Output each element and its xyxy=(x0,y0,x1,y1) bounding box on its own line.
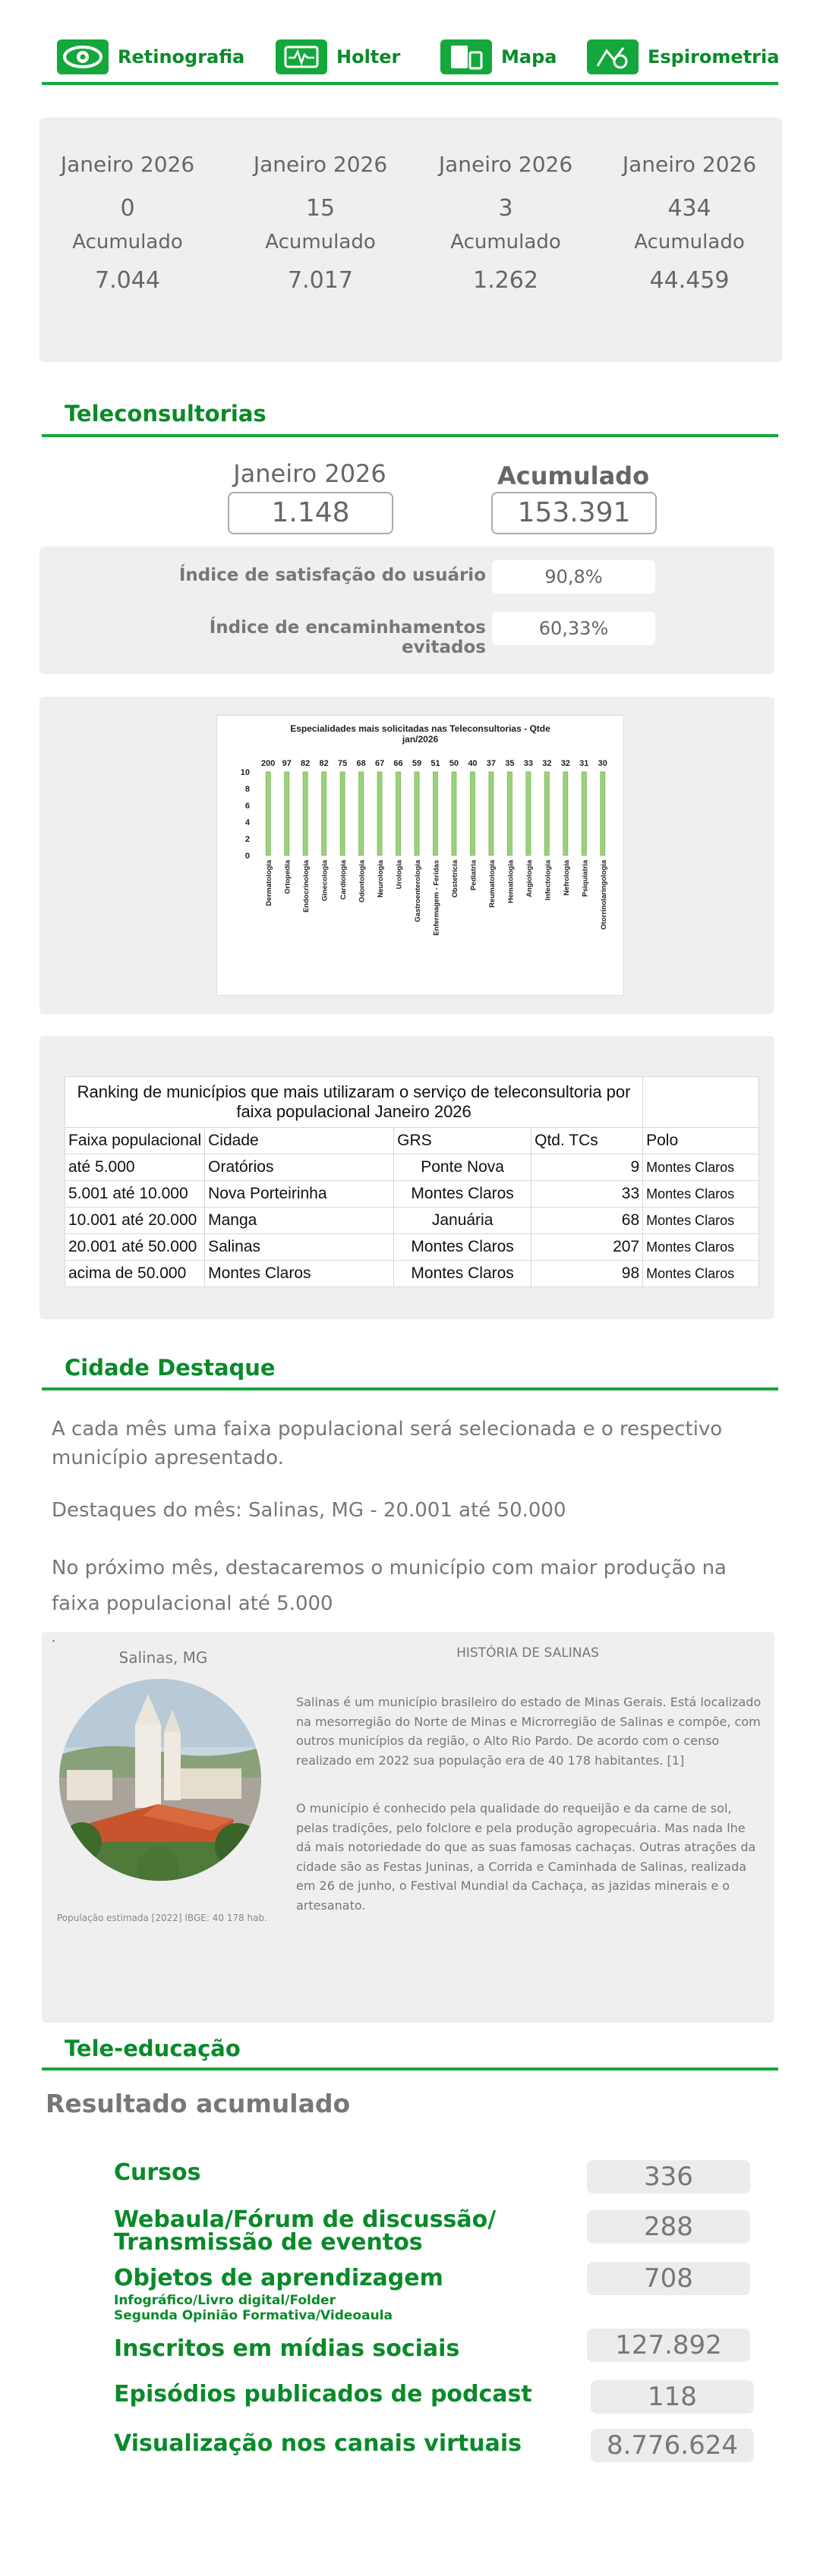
table-cell: Januária xyxy=(394,1208,531,1234)
category-label: Endocrinologia xyxy=(302,860,311,913)
chart-plot xyxy=(217,746,623,997)
data-label: 82 xyxy=(319,759,329,768)
data-label: 75 xyxy=(338,759,348,768)
table-cell: Montes Claros xyxy=(643,1261,759,1287)
table-cell: Montes Claros xyxy=(205,1261,394,1287)
chart-bar xyxy=(489,772,494,855)
table-cell: acima de 50.000 xyxy=(65,1261,205,1287)
cidade-highlight: Destaques do mês: Salinas, MG - 20.001 até 50.000 xyxy=(52,1499,566,1522)
service-label: Holter xyxy=(336,46,401,68)
data-label: 68 xyxy=(356,759,366,768)
views-label: Visualização nos canais virtuais xyxy=(114,2430,522,2457)
stat-acc-value: 7.017 xyxy=(288,267,353,294)
stat-period: Janeiro 2026 xyxy=(253,152,388,177)
stat-acc-label: Acumulado xyxy=(450,231,561,254)
chart-bar xyxy=(452,772,456,855)
y-tick-label: 8 xyxy=(244,785,250,794)
y-tick-label: 6 xyxy=(244,801,250,811)
inscritos-label: Inscritos em mídias sociais xyxy=(114,2335,460,2362)
table-cell: Oratórios xyxy=(205,1154,394,1181)
stat-mapa xyxy=(415,152,597,294)
y-tick-label: 2 xyxy=(244,835,250,844)
table-cell: 9 xyxy=(531,1154,643,1181)
podcast-value: 118 xyxy=(591,2380,754,2414)
table-cell: Montes Claros xyxy=(394,1234,531,1261)
table-cell: Montes Claros xyxy=(643,1234,759,1261)
satisfaction-value: 90,8% xyxy=(492,560,655,594)
tc-period-value: 1.148 xyxy=(228,492,393,534)
podcast-label: Episódios publicados de podcast xyxy=(114,2381,532,2408)
teleconsultorias-divider xyxy=(42,434,778,437)
category-label: Cardiologia xyxy=(339,860,348,900)
table-cell: Ponte Nova xyxy=(394,1154,531,1181)
objetos-value: 708 xyxy=(587,2262,750,2295)
stat-acc-label: Acumulado xyxy=(634,231,745,254)
device-icon xyxy=(440,39,492,74)
lungs-icon xyxy=(587,39,639,74)
avoided-value: 60,33% xyxy=(492,612,655,645)
category-label: Enfermagem - Feridas xyxy=(432,860,441,936)
webaula-label xyxy=(114,2206,497,2256)
table-cell: Montes Claros xyxy=(394,1181,531,1208)
webaula-value: 288 xyxy=(587,2210,750,2244)
tc-period-label: Janeiro 2026 xyxy=(233,459,386,488)
chart-bar xyxy=(322,772,326,855)
data-label: 97 xyxy=(282,759,292,768)
data-label: 51 xyxy=(430,759,440,768)
service-label: Espirometria xyxy=(648,46,780,68)
category-label: Otorrinolaringologia xyxy=(599,860,608,930)
eye-icon xyxy=(57,39,109,74)
chart-bar xyxy=(359,772,364,855)
views-value: 8.776.624 xyxy=(591,2429,754,2462)
category-label: Infectologia xyxy=(544,860,553,901)
table-row xyxy=(65,1181,759,1208)
stat-month-value: 434 xyxy=(667,195,711,222)
city-card-dot: . xyxy=(52,1630,56,1645)
category-label: Odontologia xyxy=(358,860,367,902)
stat-espirometria xyxy=(598,152,781,294)
category-label: Hematologia xyxy=(506,860,516,904)
cidade-next-line2: faixa populacional até 5.000 xyxy=(52,1592,333,1615)
table-cell: 68 xyxy=(531,1208,643,1234)
header-cell: Polo xyxy=(643,1128,759,1154)
table-cell: 207 xyxy=(531,1234,643,1261)
data-label: 33 xyxy=(523,759,533,768)
monitor-icon xyxy=(276,39,327,74)
cidade-next-line1: No próximo mês, destacaremos o município com maior produção na xyxy=(52,1557,727,1579)
chart-bar xyxy=(544,772,549,855)
stat-acc-value: 7.044 xyxy=(95,267,160,294)
category-label: Pediatria xyxy=(469,860,478,891)
data-label: 59 xyxy=(412,759,422,768)
data-label: 200 xyxy=(261,759,276,768)
category-label: Gastroenterologia xyxy=(414,860,423,922)
stat-acc-label: Acumulado xyxy=(72,231,183,254)
data-label: 82 xyxy=(301,759,311,768)
table-cell: Salinas xyxy=(205,1234,394,1261)
chart-bar xyxy=(266,772,270,855)
cursos-label: Cursos xyxy=(114,2159,201,2186)
category-label: Dermatologia xyxy=(265,860,274,906)
ranking-title-blank xyxy=(643,1077,759,1128)
chart-bar xyxy=(415,772,419,855)
header-cell: Faixa populacional xyxy=(65,1128,205,1154)
chart-bar xyxy=(470,772,475,855)
objetos-label xyxy=(114,2267,443,2324)
stat-period: Janeiro 2026 xyxy=(60,152,195,177)
tele-educacao-subtitle: Resultado acumulado xyxy=(46,2089,351,2118)
specialties-chart xyxy=(216,715,624,996)
category-label: Neurologia xyxy=(377,860,386,898)
data-label: 32 xyxy=(542,759,552,768)
stat-acc-label: Acumulado xyxy=(265,231,376,254)
table-cell: Manga xyxy=(205,1208,394,1234)
history-title: HISTÓRIA DE SALINAS xyxy=(456,1645,599,1661)
data-label: 66 xyxy=(393,759,403,768)
city-name: Salinas, MG xyxy=(118,1649,208,1667)
service-espirometria[interactable] xyxy=(587,39,779,74)
table-cell: 33 xyxy=(531,1181,643,1208)
cidade-divider xyxy=(42,1387,778,1390)
stat-month-value: 3 xyxy=(498,195,513,222)
y-tick-label: 0 xyxy=(244,852,250,861)
tc-acc-value: 153.391 xyxy=(491,492,657,534)
inscritos-value: 127.892 xyxy=(587,2329,750,2362)
category-label: Nefrologia xyxy=(562,860,571,896)
chart-bar xyxy=(396,772,401,855)
cidade-intro: A cada mês uma faixa populacional será selecionada e o respectivo município apresentado. xyxy=(52,1418,723,1469)
satisfaction-label: Índice de satisfação do usuário xyxy=(178,565,486,585)
category-label: Angiologia xyxy=(525,860,534,898)
objetos-label-main: Objetos de aprendizagem xyxy=(114,2265,443,2291)
webaula-label-line1: Webaula/Fórum de discussão/ xyxy=(114,2206,497,2233)
ranking-table xyxy=(65,1076,759,1287)
stat-month-value: 0 xyxy=(120,195,135,222)
stat-period: Janeiro 2026 xyxy=(622,152,757,177)
stat-acc-value: 44.459 xyxy=(649,267,730,294)
cidade-title: Cidade Destaque xyxy=(65,1355,276,1381)
data-label: 35 xyxy=(505,759,515,768)
service-label: Mapa xyxy=(501,46,557,68)
table-cell: 5.001 até 10.000 xyxy=(65,1181,205,1208)
stat-month-value: 15 xyxy=(305,195,336,222)
tele-educacao-title: Tele-educação xyxy=(65,2036,241,2061)
population-note: População estimada [2022] IBGE: 40 178 hab. xyxy=(57,1913,267,1923)
city-photo xyxy=(59,1679,261,1881)
table-cell: Nova Porteirinha xyxy=(205,1181,394,1208)
service-holter[interactable] xyxy=(276,39,400,74)
service-mapa[interactable] xyxy=(440,39,557,74)
category-label: Obstetrícia xyxy=(450,860,459,898)
history-paragraph-1: Salinas é um município brasileiro do estado de Minas Gerais. Está localizado na mesorregião do Norte de Minas e Microrregião de Salinas e compõe, com outros municípios da região, o Alto Rio Pardo. De acordo com o censo realizado em 2022 sua população era de 40 178 habitantes. [1] xyxy=(296,1695,762,1768)
chart-bar xyxy=(303,772,308,855)
table-cell: Montes Claros xyxy=(643,1208,759,1234)
stat-period: Janeiro 2026 xyxy=(438,152,573,177)
category-label: Urologia xyxy=(395,860,404,890)
table-header xyxy=(65,1128,759,1154)
table-cell: Montes Claros xyxy=(643,1154,759,1181)
chart-bar xyxy=(563,772,568,855)
tele-educacao-divider xyxy=(42,2067,778,2071)
data-label: 67 xyxy=(374,759,385,768)
chart-bar xyxy=(285,772,289,855)
objetos-sub2: Segunda Opinião Formativa/Videoaula xyxy=(114,2308,393,2324)
header-cell: GRS xyxy=(394,1128,531,1154)
chart-bar xyxy=(526,772,531,855)
data-label: 30 xyxy=(598,759,607,768)
chart-title: Especialidades mais solicitadas nas Teleconsultorias - Qtde xyxy=(290,723,550,734)
table-row xyxy=(65,1261,759,1287)
service-label: Retinografia xyxy=(118,46,245,68)
category-label: Psiquiatria xyxy=(581,860,590,897)
history-paragraph-2: O município é conhecido pela qualidade do requeijão e da carne de sol, pelas tradições, pelo folclore e pela produção agropecuária. Mas nada lhe dá mais notoriedade do que as suas famosas cachaças. Outras atrações da cidade são as Festas Juninas, a Corrida e Caminhada de Salinas, realizada em 26 de junho, o Festival Mundial da Cachaça, as jazidas minerais e o artesanato. xyxy=(296,1801,756,1913)
header-cell: Cidade xyxy=(205,1128,394,1154)
chart-bar xyxy=(377,772,382,855)
data-label: 32 xyxy=(560,759,570,768)
service-retinografia[interactable] xyxy=(57,39,244,74)
avoided-label: Índice de encaminhamentos evitados xyxy=(209,618,486,657)
teleconsultorias-title: Teleconsultorias xyxy=(65,401,266,427)
table-cell: até 5.000 xyxy=(65,1154,205,1181)
data-label: 50 xyxy=(449,759,459,768)
y-tick-label: 10 xyxy=(240,768,250,777)
table-row xyxy=(65,1234,759,1261)
chart-bar xyxy=(434,772,438,855)
category-label: Ortopedia xyxy=(283,860,292,894)
y-tick-label: 4 xyxy=(244,818,250,827)
table-cell: 20.001 até 50.000 xyxy=(65,1234,205,1261)
category-label: Ginecologia xyxy=(320,860,330,902)
header-divider xyxy=(42,82,778,85)
data-label: 37 xyxy=(486,759,497,768)
table-cell: 10.001 até 20.000 xyxy=(65,1208,205,1234)
tc-acc-label: Acumulado xyxy=(497,461,650,490)
cursos-value: 336 xyxy=(587,2160,750,2193)
table-row xyxy=(65,1154,759,1181)
stat-holter xyxy=(229,152,412,294)
category-label: Reumatologia xyxy=(487,860,497,908)
ranking-title: Ranking de municípios que mais utilizaram o serviço de teleconsultoria por faixa populacional Janeiro 2026 xyxy=(65,1077,643,1128)
header-cell: Qtd. TCs xyxy=(531,1128,643,1154)
table-cell: 98 xyxy=(531,1261,643,1287)
data-label: 31 xyxy=(579,759,589,768)
table-cell: Montes Claros xyxy=(394,1261,531,1287)
chart-bar xyxy=(507,772,512,855)
webaula-label-line2: Transmissão de eventos xyxy=(114,2229,423,2256)
stat-acc-value: 1.262 xyxy=(473,267,538,294)
table-cell: Montes Claros xyxy=(643,1181,759,1208)
stat-retinografia xyxy=(36,152,219,294)
objetos-sub1: Infográfico/Livro digital/Folder xyxy=(114,2293,336,2308)
chart-bar xyxy=(601,772,605,855)
chart-bar xyxy=(582,772,586,855)
data-label: 40 xyxy=(468,759,478,768)
chart-bar xyxy=(340,772,345,855)
chart-subtitle: jan/2026 xyxy=(402,734,439,745)
table-row xyxy=(65,1208,759,1234)
